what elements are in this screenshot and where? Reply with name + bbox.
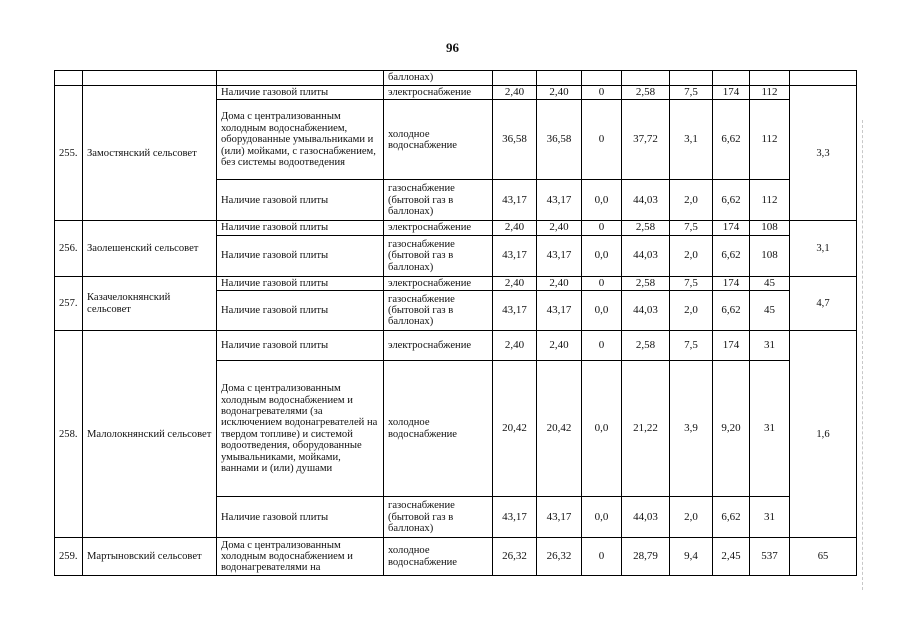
service-type: холодное водоснабжение [384,538,493,576]
value-v3: 0 [582,276,622,290]
value-v3: 0 [582,100,622,180]
cell-empty [217,71,384,86]
housing-type: Наличие газовой плиты [217,291,384,331]
value-v6: 174 [713,86,750,100]
cell-empty [622,71,670,86]
value-v5: 2,0 [670,235,713,276]
cell-empty [582,71,622,86]
cell-empty [83,71,217,86]
housing-type: Дома с централизованным холодным водоснабжением и водонагревателями (за исключением водонагревателей на твердом топливе) и системой водоотведения, оборудованные умывальниками, мойками, ваннами и (или) душами [217,361,384,497]
value-v4: 28,79 [622,538,670,576]
value-v1: 26,32 [493,538,537,576]
value-v7: 31 [750,361,790,497]
table-body [55,71,857,576]
value-v1: 43,17 [493,497,537,538]
table-row [55,221,857,235]
settlement-name: Мартыновский сельсовет [83,538,217,576]
coefficient: 4,7 [790,276,857,330]
value-v1: 36,58 [493,100,537,180]
value-v2: 2,40 [537,276,582,290]
value-v5: 7,5 [670,276,713,290]
value-v4: 44,03 [622,497,670,538]
value-v7: 31 [750,497,790,538]
coefficient: 65 [790,538,857,576]
value-v3: 0 [582,538,622,576]
service-type: электроснабжение [384,276,493,290]
cell-empty [750,71,790,86]
value-v6: 6,62 [713,497,750,538]
settlement-name: Заолешенский сельсовет [83,221,217,276]
value-v2: 43,17 [537,235,582,276]
value-v7: 45 [750,291,790,331]
cell-empty [670,71,713,86]
value-v5: 2,0 [670,180,713,221]
table-row [55,86,857,100]
value-v6: 2,45 [713,538,750,576]
cell-empty [537,71,582,86]
table-row [55,276,857,290]
value-v2: 43,17 [537,497,582,538]
value-v3: 0,0 [582,361,622,497]
value-v3: 0,0 [582,291,622,331]
value-v6: 6,62 [713,100,750,180]
value-v7: 108 [750,235,790,276]
service-cell: баллонах) [384,71,493,86]
value-v6: 174 [713,276,750,290]
value-v4: 44,03 [622,180,670,221]
settlement-number: 255. [55,86,83,221]
service-type: холодное водоснабжение [384,100,493,180]
value-v2: 26,32 [537,538,582,576]
value-v3: 0,0 [582,497,622,538]
housing-type: Дома с централизованным холодным водоснабжением, оборудованные умывальниками и (или) мойками, с газоснабжением, без системы водоотведения [217,100,384,180]
value-v6: 174 [713,331,750,361]
value-v6: 6,62 [713,291,750,331]
value-v6: 6,62 [713,235,750,276]
tariff-table [54,70,857,576]
value-v5: 2,0 [670,497,713,538]
value-v5: 7,5 [670,221,713,235]
value-v1: 43,17 [493,291,537,331]
service-type: газоснабжение (бытовой газ в баллонах) [384,291,493,331]
service-type: холодное водоснабжение [384,361,493,497]
value-v6: 174 [713,221,750,235]
value-v5: 7,5 [670,331,713,361]
value-v2: 2,40 [537,86,582,100]
service-type: газоснабжение (бытовой газ в баллонах) [384,497,493,538]
table-row [55,538,857,576]
value-v5: 2,0 [670,291,713,331]
service-type: электроснабжение [384,86,493,100]
value-v5: 7,5 [670,86,713,100]
settlement-number: 257. [55,276,83,330]
housing-type: Наличие газовой плиты [217,221,384,235]
value-v5: 3,9 [670,361,713,497]
housing-type: Наличие газовой плиты [217,276,384,290]
value-v3: 0 [582,331,622,361]
value-v7: 31 [750,331,790,361]
value-v7: 112 [750,86,790,100]
value-v3: 0 [582,86,622,100]
value-v5: 3,1 [670,100,713,180]
value-v7: 45 [750,276,790,290]
housing-type: Наличие газовой плиты [217,235,384,276]
table-row-continuation [55,71,857,86]
value-v1: 2,40 [493,86,537,100]
cell-empty [493,71,537,86]
value-v1: 43,17 [493,235,537,276]
value-v1: 43,17 [493,180,537,221]
housing-type: Наличие газовой плиты [217,331,384,361]
value-v4: 37,72 [622,100,670,180]
settlement-name: Малолокнянский сельсовет [83,331,217,538]
coefficient: 3,3 [790,86,857,221]
value-v5: 9,4 [670,538,713,576]
value-v2: 43,17 [537,291,582,331]
cell-empty [55,71,83,86]
value-v3: 0,0 [582,180,622,221]
settlement-name: Замостянский сельсовет [83,86,217,221]
value-v4: 21,22 [622,361,670,497]
housing-type: Наличие газовой плиты [217,497,384,538]
value-v1: 2,40 [493,331,537,361]
value-v4: 44,03 [622,235,670,276]
service-type: газоснабжение (бытовой газ в баллонах) [384,235,493,276]
value-v1: 20,42 [493,361,537,497]
coefficient: 3,1 [790,221,857,276]
service-type: электроснабжение [384,221,493,235]
settlement-number: 256. [55,221,83,276]
value-v7: 537 [750,538,790,576]
value-v4: 2,58 [622,86,670,100]
housing-type: Дома с централизованным холодным водоснабжением и водонагревателями на [217,538,384,576]
page-number: 96 [446,40,459,55]
scan-artifact-line [862,120,864,590]
value-v2: 2,40 [537,331,582,361]
housing-type: Наличие газовой плиты [217,86,384,100]
table-row [55,331,857,361]
settlement-name: Казачелокнянский сельсовет [83,276,217,330]
value-v2: 20,42 [537,361,582,497]
value-v6: 9,20 [713,361,750,497]
value-v4: 2,58 [622,331,670,361]
service-type: газоснабжение (бытовой газ в баллонах) [384,180,493,221]
coefficient: 1,6 [790,331,857,538]
value-v4: 2,58 [622,221,670,235]
value-v7: 112 [750,100,790,180]
value-v4: 44,03 [622,291,670,331]
value-v7: 112 [750,180,790,221]
cell-empty [713,71,750,86]
value-v1: 2,40 [493,221,537,235]
value-v2: 36,58 [537,100,582,180]
value-v1: 2,40 [493,276,537,290]
service-type: электроснабжение [384,331,493,361]
value-v2: 2,40 [537,221,582,235]
value-v4: 2,58 [622,276,670,290]
value-v2: 43,17 [537,180,582,221]
settlement-number: 259. [55,538,83,576]
value-v7: 108 [750,221,790,235]
value-v6: 6,62 [713,180,750,221]
housing-type: Наличие газовой плиты [217,180,384,221]
value-v3: 0,0 [582,235,622,276]
settlement-number: 258. [55,331,83,538]
value-v3: 0 [582,221,622,235]
cell-empty [790,71,857,86]
